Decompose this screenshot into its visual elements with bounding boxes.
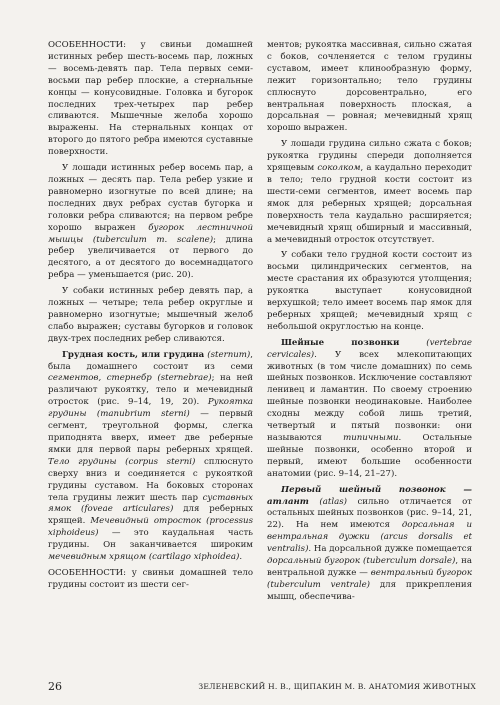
page-footer xyxy=(48,680,476,693)
paragraph-atlas: Первый шейный позвонок — атлант (atlas) сильно отличается от остальных шейных позвонков (рис. 9–14, 21, 22). На нем имеются дорсальная и вентральная дужки (arcus dorsalis et ventralis). На дорсальной дужке помещается дорсальный бугорок (tuberculum dorsale), на вентральной дужке — вентральный бугорок (tuberculum ventrale) для прикрепления мышц, обеспечива- xyxy=(267,484,472,602)
running-title: ЗЕЛЕНЕВСКИЙ Н. В., ЩИПАКИН М. В. АНАТОМИЯ ЖИВОТНЫХ xyxy=(198,682,476,691)
paragraph-dog-ribs: У собаки истинных ребер девять пар, а ложных — четыре; тела ребер округлые и равномерно изогнутые; мышечный желоб слабо выражен; суставы бугорков и головок двух-трех последних ребер сливаются. xyxy=(48,286,253,344)
paragraph-sternum: Грудная кость, или грудина (sternum), была домашнего состоит из семи сегментов, стернебр (sternebrae); на ней различают рукоятку, тело и мечевидный отросток (рис. 9–14, 19, 20). Рукоятка грудины (manubrium sterni) — первый сегмент, треугольной формы, слегка приподнята вверх, имеет две реберные ямки для первой пары реберных хрящей. Тело грудины (corpus sterni) сплюснуто сверху вниз и соединяется с рукояткой грудины суставом. На боковых стоpонах тела грудины лежит шесть пар суставных ямок (foveae articulares) для реберных хрящей. Мечевидный отросток (processus xiphoideus) — это каудальная часть грудины. Он заканчивается широким мечевидным хрящом (cartilago xiphoidea). xyxy=(48,349,253,563)
page-number: 26 xyxy=(48,680,62,693)
paragraph-dog-sternum: У собаки тело грудной кости состоит из восьми цилиндрических сегментов, на месте срастания их образуются утолщения; рукоятка выступает конусовидной верхушкой; тело имеет восемь пар ямок для реберных хрящей; мечевидный хрящ с небольшой округлостью на конце. xyxy=(267,250,472,332)
right-column xyxy=(267,40,472,604)
paragraph-horse-ribs: У лошади истинных ребер восемь пар, а ложных — десять пар. Тела ребер узкие и равномерно изогнутые по всей длине; на последних двух ребрах сустав бугорка и головки ребра сливаются; на первом ребре хорошо выражен бугорок лестничной мышцы (tuberculum m. scalene); длина ребер увеличивается от первого до десятого, а от десятого до восемнадцатого ребра — уменьшается (рис. 20). xyxy=(48,163,253,281)
paragraph-horse-sternum: У лошади грудина сильно сжата с боков; рукоятка грудины спереди дополняется хрящевым соколком, а каудально переходит в тело; тело грудной кости состоит из шести-семи сегментов, имеет восемь пар ямок для реберных хрящей; дорсальная поверхность тела каудально расширяется; мечевидный хрящ обширный и массивный, а мечевидный отросток отсутствует. xyxy=(267,139,472,245)
paragraph-pig-sternum-cont: ментов; рукоятка массивная, сильно сжатая с боков, сочленяется с телом грудины суставом, имеет клинообразную форму, лежит горизонтально; тело грудины сплюснуто дорсовентрально, его вентральная поверхность плоская, а дорсальная — ровная; мечевидный хрящ хорошо выражен. xyxy=(267,40,472,134)
text-columns xyxy=(48,40,476,604)
left-column xyxy=(48,40,253,604)
paragraph-pig-sternum: ОСОБЕННОСТИ: у свиньи домашней тело грудины состоит из шести сег- xyxy=(48,567,253,590)
paragraph-cervical-vertebrae: Шейные позвонки (vertebrae cervicales). У всех млекопитающих животных (в том числе домашних) по семь шейных позвонков. Исключение составляют ленивец и ламантин. По своему строению шейные позвонки неодинаковые. Наиболее сходны между собой лишь третий, четвертый и пятый позвонки: они называются типичными. Остальные шейные позвонки, особенно второй и первый, имеют большие особенности анатомии (рис. 9–14, 21–27). xyxy=(267,337,472,479)
paragraph-pig-ribs: ОСОБЕННОСТИ: у свиньи домашней истинных ребер шесть-восемь пар, ложных — восемь-девять пар. Тела первых семи-восьми пар ребер плоские, а стернальные концы — конусовидные. Головка и бугорок последних трех-четырех пар ребер сливаются. Мышечные желоба хорошо выражены. На стернальных концах от второго до пятого ребра имеются суставные поверхности. xyxy=(48,40,253,158)
